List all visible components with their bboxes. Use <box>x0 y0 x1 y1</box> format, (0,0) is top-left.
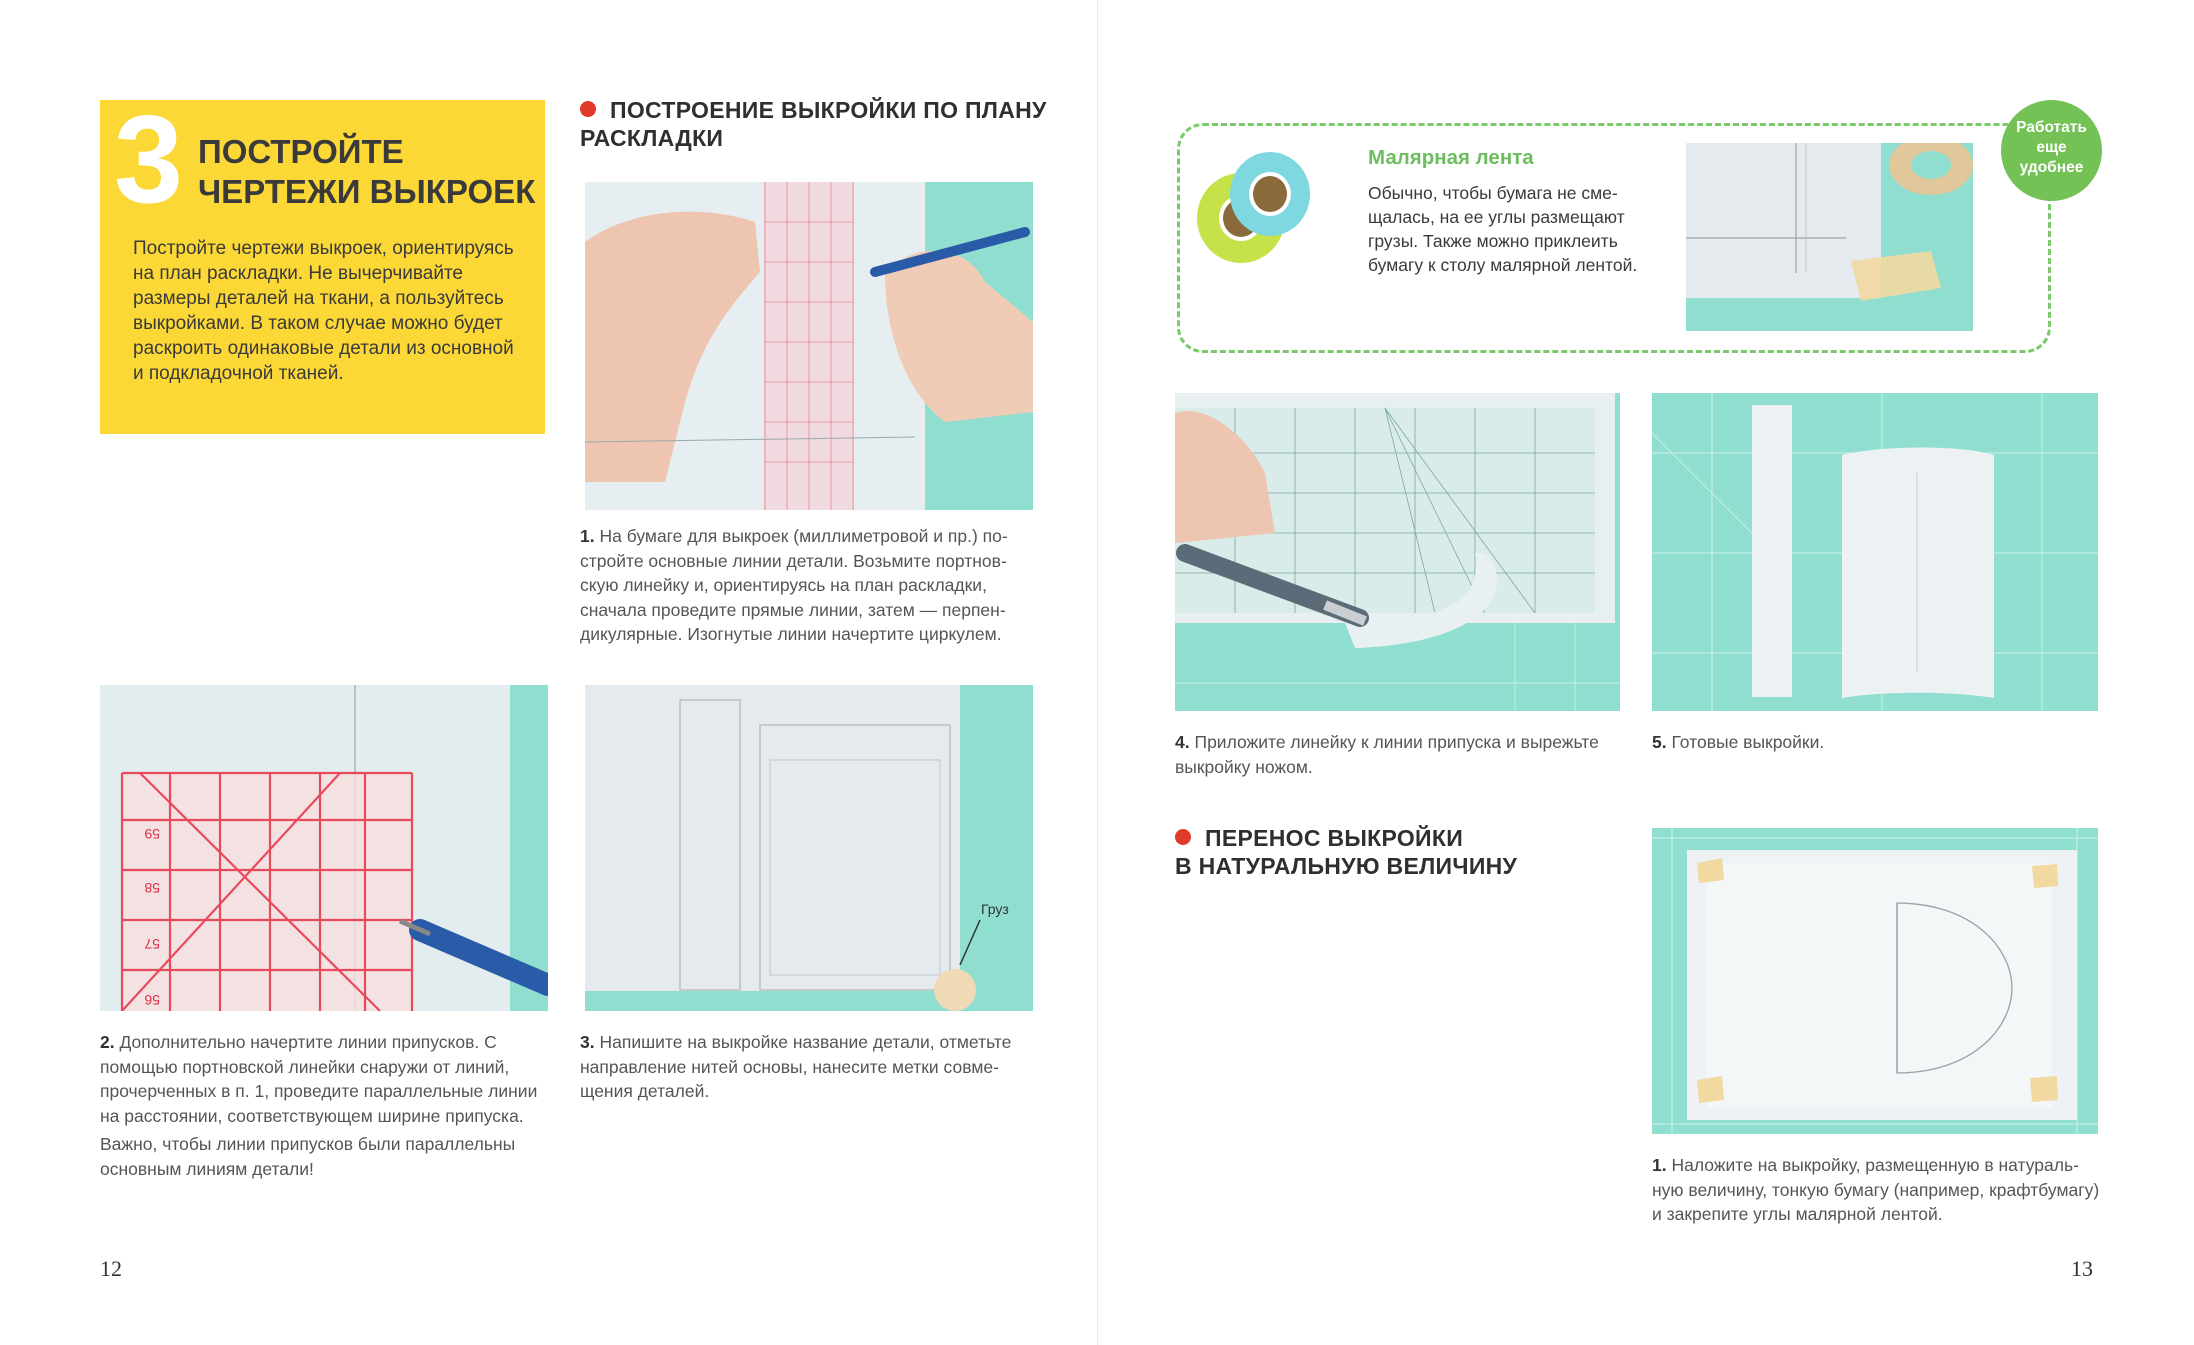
caption-step-4: 4. Приложите линейку к линии припуска и вырежьте выкройку ножом. <box>1175 732 1599 777</box>
step-title: ПОСТРОЙТЕ ЧЕРТЕЖИ ВЫКРОЕК <box>198 133 536 210</box>
ruler-mark-58: 58 <box>144 880 160 896</box>
ruler-mark-57: 57 <box>144 936 160 952</box>
section-heading-transfer: ПЕРЕНОС ВЫКРОЙКИ В НАТУРАЛЬНУЮ ВЕЛИЧИНУ <box>1175 825 1518 879</box>
section-heading-layout-text: ПОСТРОЕНИЕ ВЫКРОЙКИ ПО ПЛАНУ РАСКЛАДКИ <box>580 97 1047 151</box>
photo-square-ruler <box>100 685 548 1011</box>
bullet-icon <box>580 101 596 117</box>
ruler-mark-59: 59 <box>144 826 160 842</box>
caption-transfer-step-1: 1. Наложите на выкройку, размещенную в натуральную величину, тонкую бумагу (например, крафтбумагу) и закрепите углы малярной лентой. <box>1652 1155 2100 1224</box>
caption-step-3: 3. Напишите на выкройке название детали, отметьте направление нитей основы, нанесите метки совмещения деталей. <box>580 1032 1012 1101</box>
photo-drawing-lines <box>585 182 1033 510</box>
tip-text: Обычно, чтобы бумага не смещалась, на ее углы размещают грузы. Также можно приклеить бумагу к столу малярной лентой. <box>1368 183 1638 275</box>
photo-ready-patterns <box>1652 393 2098 711</box>
tape-rolls-image <box>1196 148 1311 270</box>
step-description: Постройте чертежи выкроек, ориентируясь на план раскладки. Не вычерчивайте размеры деталей на ткани, а пользуйтесь выкройками. В таком случае можно будет раскроить одинаковые детали из основной и подкладочной тканей. <box>133 238 514 384</box>
photo-transfer-pattern <box>1652 828 2098 1134</box>
caption-step-1: 1. На бумаге для выкроек (миллиметровой и пр.) постройте основные линии детали. Возьмите портновскую линейку и, ориентируясь на план раскладки, сначала проведите прямые линии, затем — перпендикулярные. Изогнутые линии начертите циркулем. <box>580 526 1008 644</box>
tip-title: Малярная лента <box>1368 146 1534 169</box>
bullet-icon <box>1175 829 1191 845</box>
step-number: 3 <box>114 91 183 229</box>
caption-step-2-note: Важно, чтобы линии припусков были параллельны основным линиям детали! <box>100 1134 516 1179</box>
photo-taped-paper <box>1686 143 1973 331</box>
weight-label: Груз <box>981 901 1009 917</box>
caption-step-2: 2. Дополнительно начертите линии припусков. С помощью портновской линейки снаружи от линий, прочерченных в п. 1, проведите параллельные линии на расстоянии, соответствующем ширине припуска. Важно, чтобы линии припусков были параллельны основным линиям детали! <box>100 1030 550 1181</box>
ruler-mark-56: 56 <box>144 992 160 1008</box>
photo-cutting-knife <box>1175 393 1620 711</box>
section-heading-layout <box>580 96 1050 152</box>
tip-badge: Работать еще удобнее <box>2001 100 2102 201</box>
page-number-left: 12 <box>100 1256 122 1281</box>
book-spine <box>1097 0 1098 1345</box>
page-number-right: 13 <box>2071 1256 2093 1281</box>
photo-pattern-labels <box>585 685 1033 1011</box>
caption-step-5: 5. Готовые выкройки. <box>1652 732 1825 752</box>
step-3-box <box>100 91 545 434</box>
